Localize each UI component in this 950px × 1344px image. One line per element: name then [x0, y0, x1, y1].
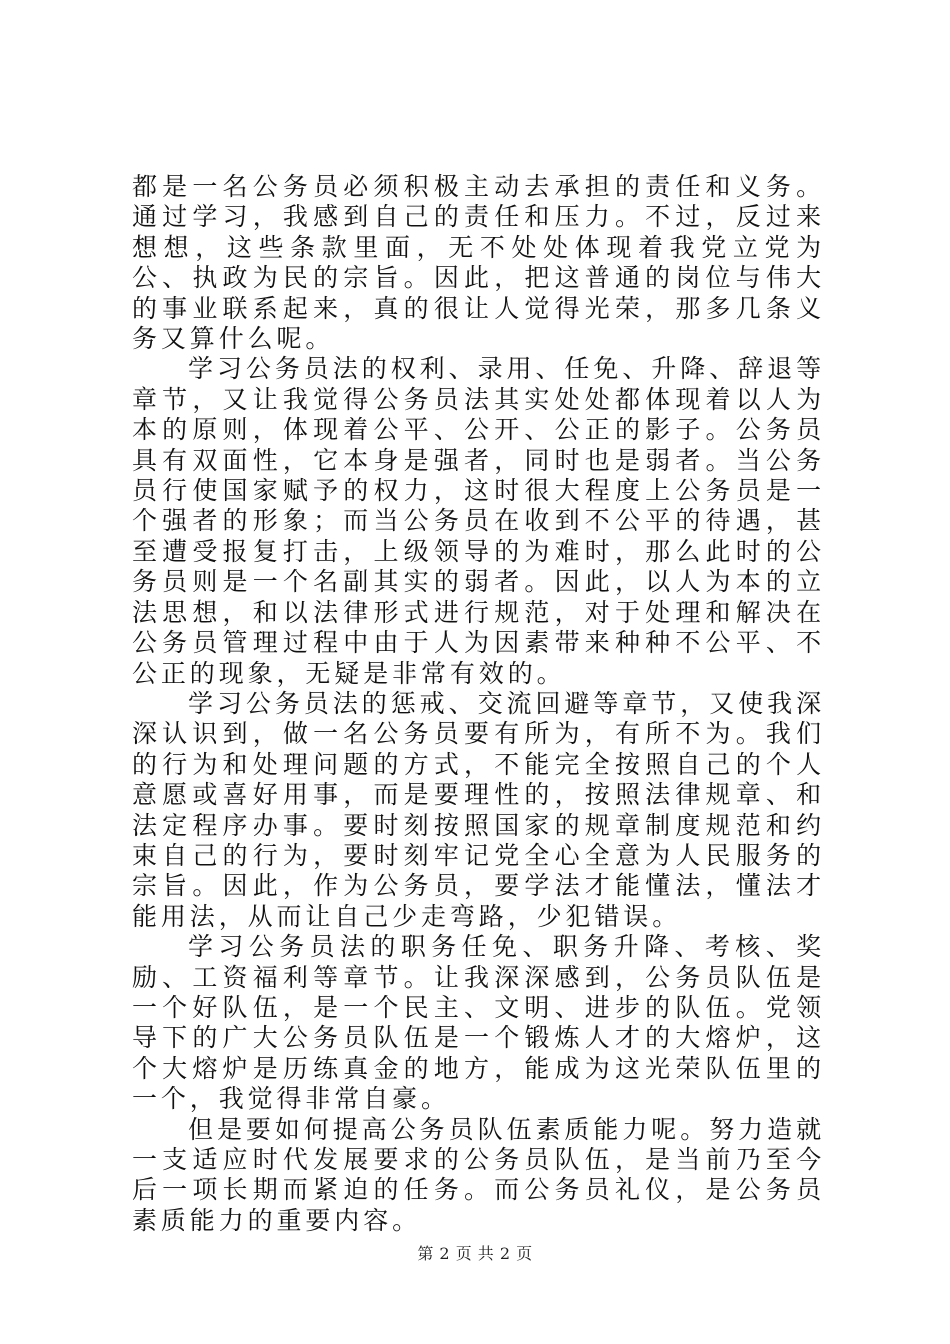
page-footer: 第 2 页 共 2 页: [417, 1244, 533, 1263]
paragraph-5: 但是要如何提高公务员队伍素质能力呢。努力造就一支适应时代发展要求的公务员队伍，是当前乃至今后一项长期而紧迫的任务。而公务员礼仪，是公务员素质能力的重要内容。: [132, 1114, 825, 1235]
document-body: [132, 172, 825, 1236]
paragraph-2: 学习公务员法的权利、录用、任免、升降、辞退等章节，又让我觉得公务员法其实处处都体现着以人为本的原则，体现着公平、公开、公正的影子。公务员具有双面性，它本身是强者，同时也是弱者。当公务员行使国家赋予的权力，这时很大程度上公务员是一个强者的形象；而当公务员在收到不公平的待遇，甚至遭受报复打击，上级领导的为难时，那么此时的公务员则是一个名副其实的弱者。因此，以人为本的立法思想，和以法律形式进行规范，对于处理和解决在公务员管理过程中由于人为因素带来种种不公平、不公正的现象，无疑是非常有效的。: [132, 354, 825, 688]
paragraph-1: 都是一名公务员必须积极主动去承担的责任和义务。通过学习，我感到自己的责任和压力。不过，反过来想想，这些条款里面，无不处处体现着我党立党为公、执政为民的宗旨。因此，把这普通的岗位与伟大的事业联系起来，真的很让人觉得光荣，那多几条义务又算什么呢。: [132, 172, 825, 354]
paragraph-4: 学习公务员法的职务任免、职务升降、考核、奖励、工资福利等章节。让我深深感到，公务员队伍是一个好队伍，是一个民主、文明、进步的队伍。党领导下的广大公务员队伍是一个锻炼人才的大熔炉，这个大熔炉是历练真金的地方，能成为这光荣队伍里的一个，我觉得非常自豪。: [132, 932, 825, 1114]
paragraph-3: 学习公务员法的惩戒、交流回避等章节，又使我深深认识到，做一名公务员要有所为，有所不为。我们的行为和处理问题的方式，不能完全按照自己的个人意愿或喜好用事，而是要理性的，按照法律规章、和法定程序办事。要时刻按照国家的规章制度规范和约束自己的行为，要时刻牢记党全心全意为人民服务的宗旨。因此，作为公务员，要学法才能懂法，懂法才能用法，从而让自己少走弯路，少犯错误。: [132, 688, 825, 931]
